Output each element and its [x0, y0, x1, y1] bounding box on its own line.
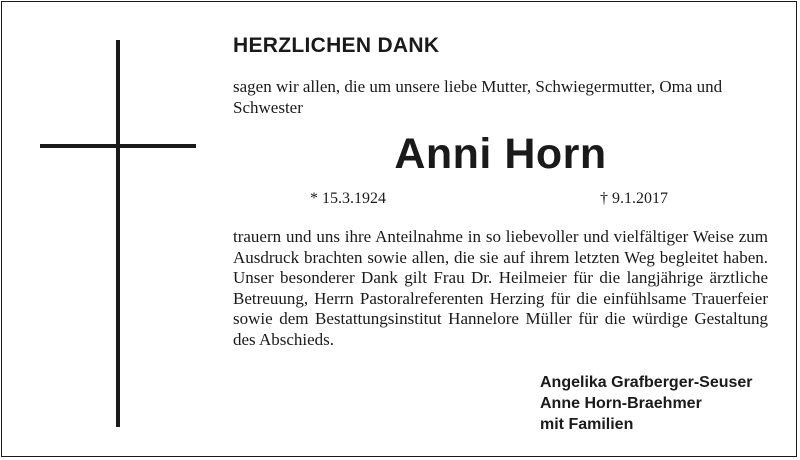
intro-text: sagen wir allen, die um unsere liebe Mutter, Schwiegermutter, Oma und Schwester	[233, 77, 723, 117]
signature-line: mit Familien	[540, 416, 634, 433]
signatures	[540, 372, 753, 435]
death-date: † 9.1.2017	[600, 190, 668, 207]
cross-horizontal-bar	[40, 144, 196, 148]
thanks-body-text: trauern und uns ihre Anteilnahme in so liebevoller und vielfältiger Weise zum Ausdruck brachten sowie allen, die sie auf ihrem letzten Weg begleitet haben. Unser besonderer Dank gilt Frau Dr. Heilmeier für die langjährige ärztliche Betreuung, Herrn Pastoralreferenten Herzing für die einfühlsame Trauerfeier sowie dem Bestattungsinstitut Hannelore Müller für die würdige Gestaltung des Abschieds.	[233, 227, 768, 349]
birth-date: * 15.3.1924	[310, 190, 386, 207]
signature-line: Angelika Grafberger-Seuser	[540, 374, 753, 391]
signature-line: Anne Horn-Braehmer	[540, 395, 702, 412]
deceased-name: Anni Horn	[394, 130, 607, 178]
cross-vertical-bar	[116, 40, 120, 427]
notice-heading: HERZLICHEN DANK	[233, 34, 440, 57]
